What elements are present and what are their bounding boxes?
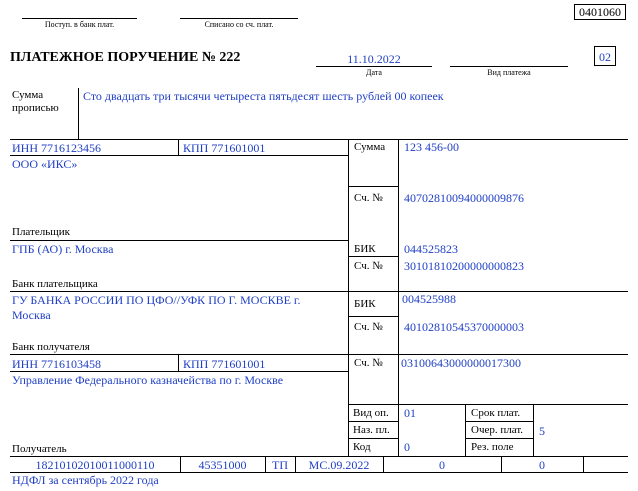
payee-bank-name (12, 293, 301, 323)
debited-label: Списано со сч. плат. (204, 20, 274, 29)
due-date-label: Срок плат. (471, 407, 521, 419)
received-line (22, 18, 137, 19)
payee-bank-account-label: Сч. № (354, 321, 383, 333)
tax-kbk: 18210102010011000110 (35, 458, 155, 472)
payer-name: ООО «ИКС» (12, 157, 78, 171)
amount-words-label-line1: Сумма (12, 89, 44, 101)
payee-bank-bik-label: БИК (354, 298, 376, 310)
code-value: 0 (404, 440, 410, 454)
payee-inn: ИНН 7716103458 (12, 357, 101, 371)
date-line (316, 66, 432, 67)
payee-bank-name-line1: ГУ БАНКА РОССИИ ПО ЦФО//УФК ПО Г. МОСКВЕ г. (12, 293, 301, 307)
rule-codes-top (348, 404, 628, 405)
rule-bik-acc-1 (348, 256, 398, 257)
payer-account: 40702810094000009876 (404, 191, 524, 205)
rule-codes-1a (348, 421, 398, 422)
divider-payer-inn (178, 139, 179, 155)
payee-bank-label: Банк получателя (12, 341, 90, 353)
payee-bank-bik: 004525988 (402, 292, 456, 306)
divider-codes-1 (465, 404, 466, 456)
rule-amount-bottom (10, 139, 628, 140)
amount-words-divider (78, 88, 79, 139)
payment-type-label: Вид платежа (487, 68, 531, 77)
sum-label: Сумма (354, 141, 386, 153)
tax-doc-date: 0 (539, 458, 545, 472)
op-type-value: 01 (404, 406, 416, 420)
payee-account-label: Сч. № (354, 357, 383, 369)
divider-right (398, 139, 399, 456)
rule-codes-2b (465, 438, 533, 439)
payer-bank-account: 30101810200000000823 (404, 259, 524, 273)
payee-bank-account: 40102810545370000003 (404, 320, 524, 334)
payer-bank-bik-label: БИК (354, 243, 376, 255)
tax-period: МС.09.2022 (308, 458, 370, 472)
payment-type-line (450, 66, 568, 67)
rule-codes-2a (348, 438, 398, 439)
date-label: Дата (366, 68, 382, 77)
priority-label: Очер. плат. (471, 424, 524, 436)
divider-main (348, 139, 349, 456)
status-code: 02 (594, 46, 616, 66)
payer-bank-account-label: Сч. № (354, 260, 383, 272)
rule-payee-bottom (10, 456, 628, 457)
code-label: Код (353, 441, 371, 453)
payer-bank-name: ГПБ (АО) г. Москва (12, 242, 114, 256)
priority-value: 5 (539, 424, 545, 438)
payee-account: 03100643000000017300 (401, 356, 521, 370)
divider-codes-2 (533, 404, 534, 456)
payer-label: Плательщик (12, 226, 70, 238)
received-label: Поступ. в банк плат. (44, 20, 115, 29)
rule-payee-acc-top (348, 354, 628, 355)
rule-payee-bank-bottom (10, 354, 348, 355)
payee-bank-name-line2: Москва (12, 308, 51, 322)
tax-divider-6 (583, 456, 584, 472)
debited-line (180, 18, 298, 19)
amount-words-label-line2: прописью (12, 102, 59, 114)
document-date: 11.10.2022 (347, 52, 401, 66)
payer-bank-bik: 044525823 (404, 242, 458, 256)
payer-bank-label: Банк плательщика (12, 278, 98, 290)
rule-sum-acc (348, 186, 398, 187)
payer-kpp: КПП 771601001 (183, 141, 266, 155)
payee-name: Управление Федерального казначейства по г. Москве (12, 373, 284, 387)
form-code: 0401060 (574, 4, 626, 20)
rule-bik-acc-2 (348, 316, 398, 317)
payee-kpp: КПП 771601001 (183, 357, 266, 371)
rule-payer-bank-bottom (10, 291, 628, 292)
rule-payer-bottom (10, 240, 348, 241)
payee-label: Получатель (12, 443, 67, 455)
payer-account-label: Сч. № (354, 192, 383, 204)
tax-oktmo: 45351000 (198, 458, 247, 472)
amount-words-value: Сто двадцать три тысячи четыреста пятьдесят шесть рублей 00 копеек (83, 89, 444, 103)
payer-inn: ИНН 7716123456 (12, 141, 101, 155)
divider-payee-inn (178, 354, 179, 371)
rule-codes-1b (465, 421, 533, 422)
document-title: ПЛАТЕЖНОЕ ПОРУЧЕНИЕ № 222 (10, 50, 241, 65)
reserve-label: Рез. поле (471, 441, 514, 453)
payment-purpose: НДФЛ за сентябрь 2022 года (12, 473, 159, 487)
op-type-label: Вид оп. (353, 407, 389, 419)
sum-value: 123 456-00 (404, 140, 459, 154)
amount-words-label (12, 89, 59, 115)
tax-basis: ТП (272, 458, 288, 472)
purpose-code-label: Наз. пл. (353, 424, 390, 436)
tax-doc-number: 0 (439, 458, 445, 472)
